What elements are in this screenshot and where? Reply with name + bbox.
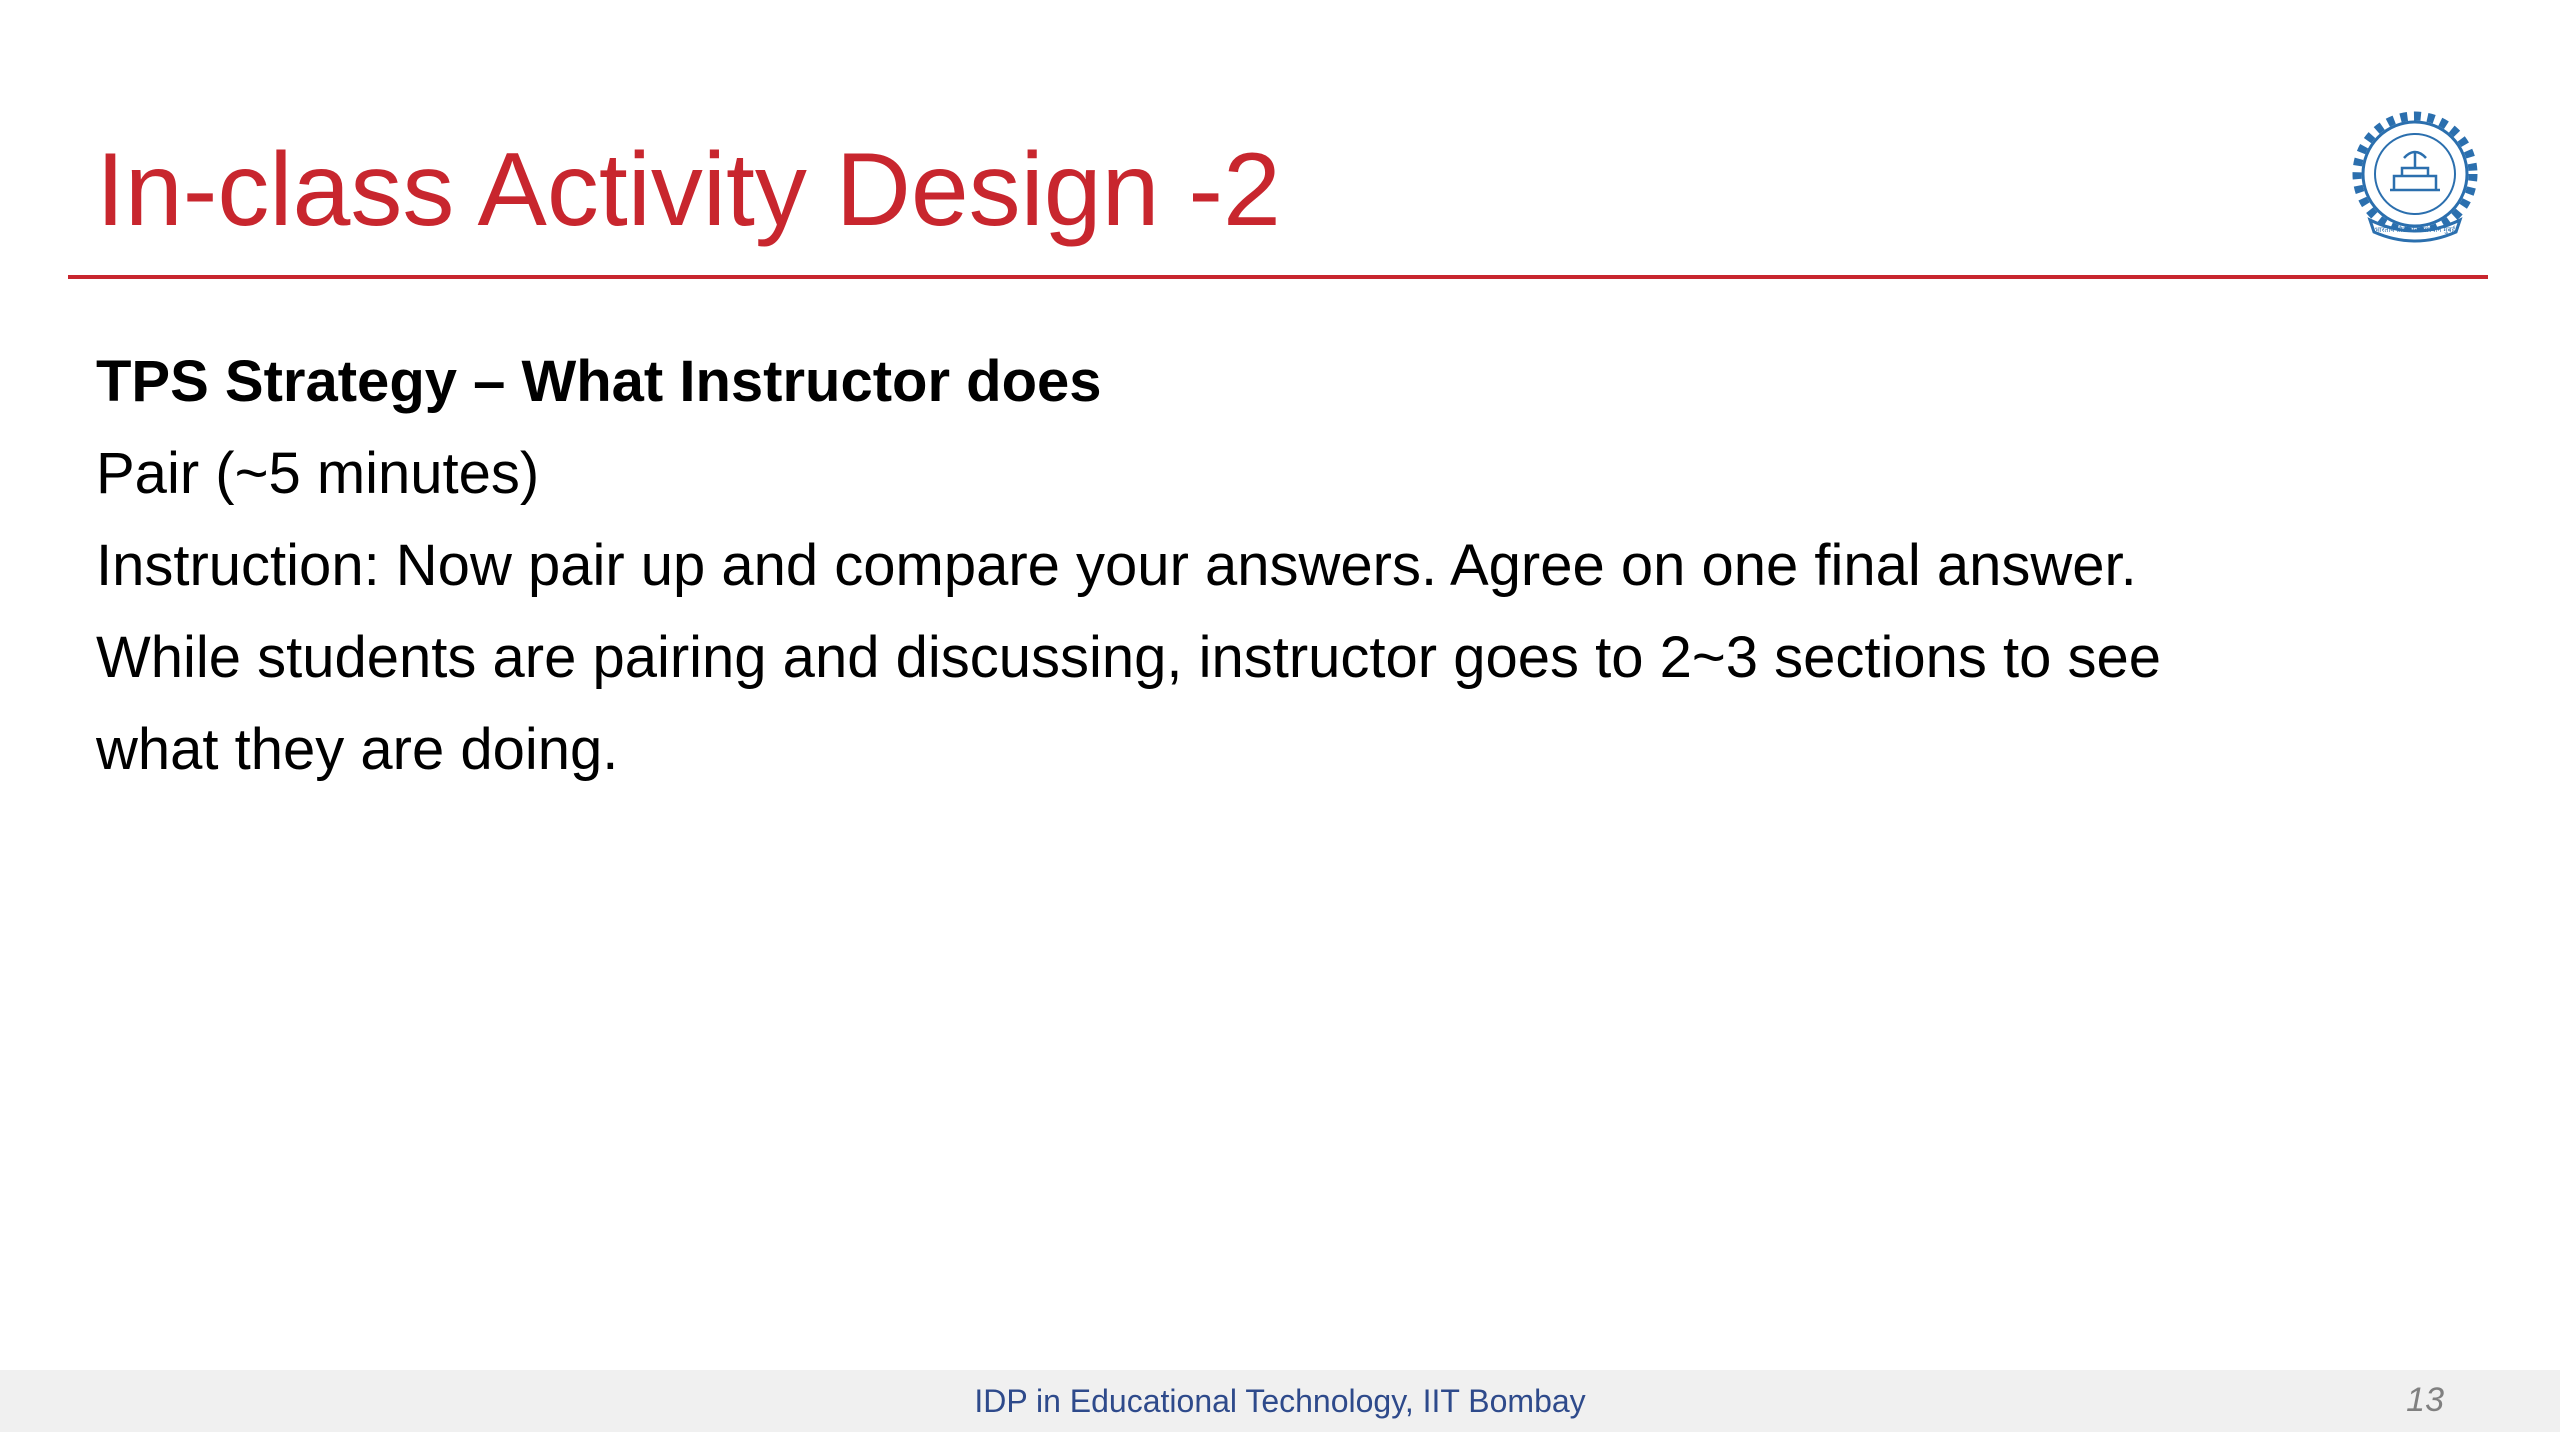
body-line: what they are doing. — [96, 717, 619, 782]
slide-body — [96, 336, 2396, 796]
body-line: Instruction: Now pair up and compare your answers. Agree on one final answer. — [96, 533, 2137, 598]
slide-title: In-class Activity Design -2 — [96, 132, 1281, 248]
footer-text: IDP in Educational Technology, IIT Bombay — [974, 1383, 1586, 1419]
title-divider — [68, 275, 2488, 279]
section-heading: TPS Strategy – What Instructor does — [96, 349, 1102, 414]
page-number: 13 — [2406, 1381, 2444, 1419]
footer-bar — [0, 1370, 2560, 1432]
logo-text: भारतीय प्रौद्योगिकी संस्थान मुंबई — [2374, 226, 2456, 234]
body-line: While students are pairing and discussing, instructor goes to 2~3 sections to see — [96, 625, 2161, 690]
iit-bombay-logo-icon — [2344, 108, 2486, 250]
body-line: Pair (~5 minutes) — [96, 441, 540, 506]
